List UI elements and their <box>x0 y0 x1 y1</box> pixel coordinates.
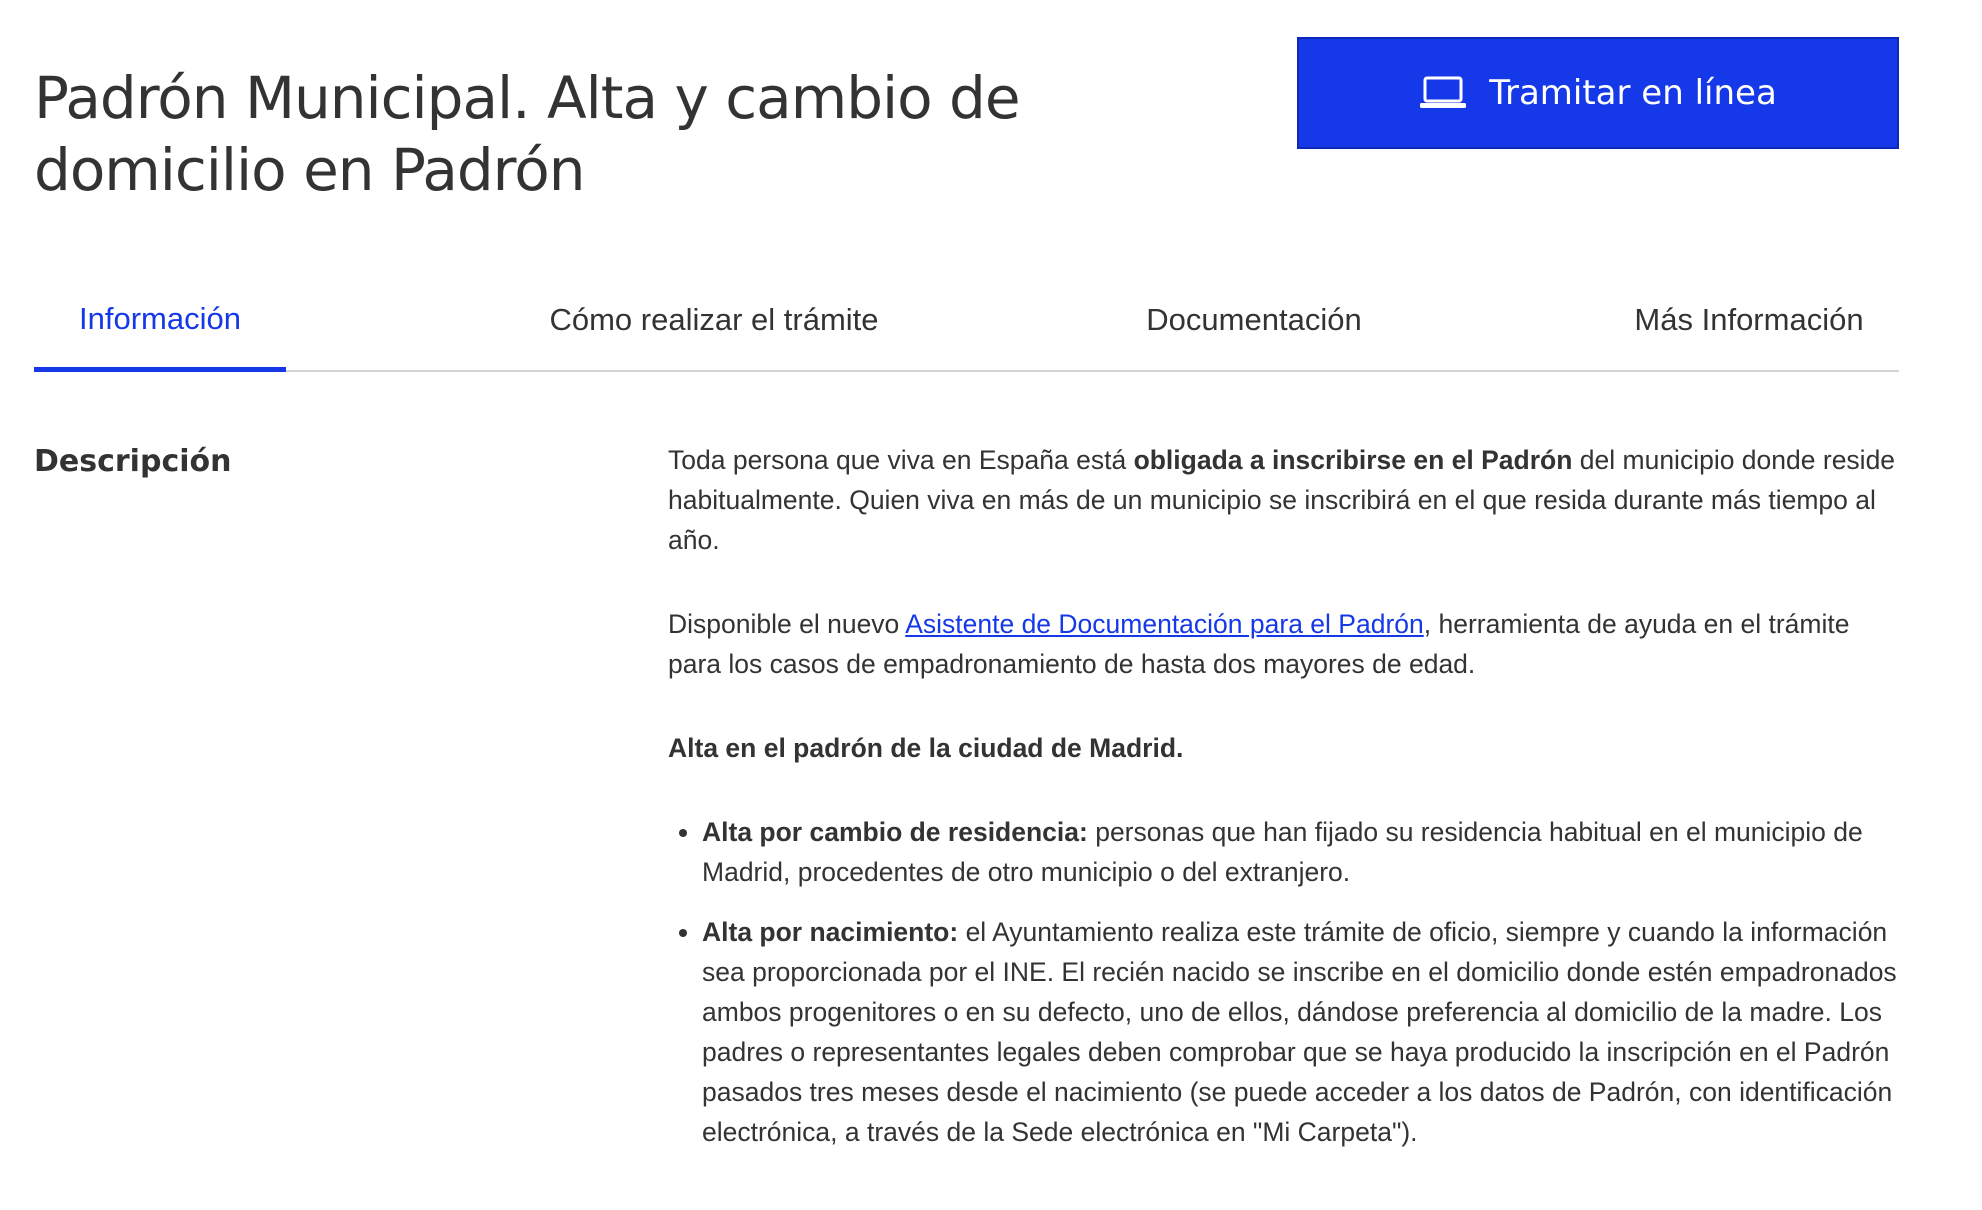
page-title: Padrón Municipal. Alta y cambio de domicilio en Padrón <box>34 64 1020 204</box>
list-item-title: Alta por nacimiento: <box>702 917 959 947</box>
section-label-descripcion: Descripción <box>34 444 232 479</box>
list-item-title: Alta por cambio de residencia: <box>702 817 1088 847</box>
paragraph-asistente <box>668 604 1908 684</box>
list-item-text: personas que han fijado su residencia habitual en el municipio de Madrid, procedentes de otro municipio o del extranjero. <box>702 817 1863 887</box>
list-item-nacimiento <box>702 912 1908 1152</box>
list-item-cambio-residencia <box>702 812 1908 892</box>
tab-mas-informacion[interactable]: Más Información <box>1634 302 1864 337</box>
laptop-icon <box>1419 76 1467 110</box>
description-content <box>668 440 1908 1172</box>
tab-como-realizar[interactable]: Cómo realizar el trámite <box>549 302 879 337</box>
subheading-alta-madrid <box>668 728 1908 768</box>
tab-documentacion[interactable]: Documentación <box>1146 302 1362 337</box>
asistente-documentacion-link[interactable]: Asistente de Documentación para el Padrón <box>905 609 1424 639</box>
paragraph-text: del municipio donde reside habitualmente. Quien viva en más de un municipio se inscribirá en el que resida durante más tiempo al año. <box>668 445 1896 555</box>
tramitar-button-label: Tramitar en línea <box>1489 73 1777 113</box>
list-item-text: el Ayuntamiento realiza este trámite de oficio, siempre y cuando la información sea proporcionada por el INE. El recién nacido se inscribe en el domicilio donde estén empadronados ambos progenitores o en su defecto, uno de ellos, dándose preferencia al domicilio de la madre. Los padres o representantes legales deben comprobar que se haya producido la inscripción en el Padrón pasados tres meses desde el nacimiento (se puede acceder a los datos de Padrón, con identificación electrónica, a través de la Sede electrónica en "Mi Carpeta"). <box>702 917 1897 1147</box>
subheading-text: Alta en el padrón de la ciudad de Madrid. <box>668 733 1184 763</box>
paragraph-bold-text: obligada a inscribirse en el Padrón <box>1133 445 1573 475</box>
paragraph-obligacion <box>668 440 1908 560</box>
paragraph-text: , herramienta de ayuda en el trámite para los casos de empadronamiento de hasta dos mayores de edad. <box>668 609 1850 679</box>
tab-bar <box>34 270 1899 372</box>
tab-informacion[interactable]: Información <box>34 270 286 372</box>
paragraph-text: Disponible el nuevo <box>668 609 906 639</box>
tramitar-en-linea-button[interactable] <box>1297 37 1899 149</box>
paragraph-text: Toda persona que viva en España está <box>668 445 1134 475</box>
alta-types-list <box>668 812 1908 1152</box>
